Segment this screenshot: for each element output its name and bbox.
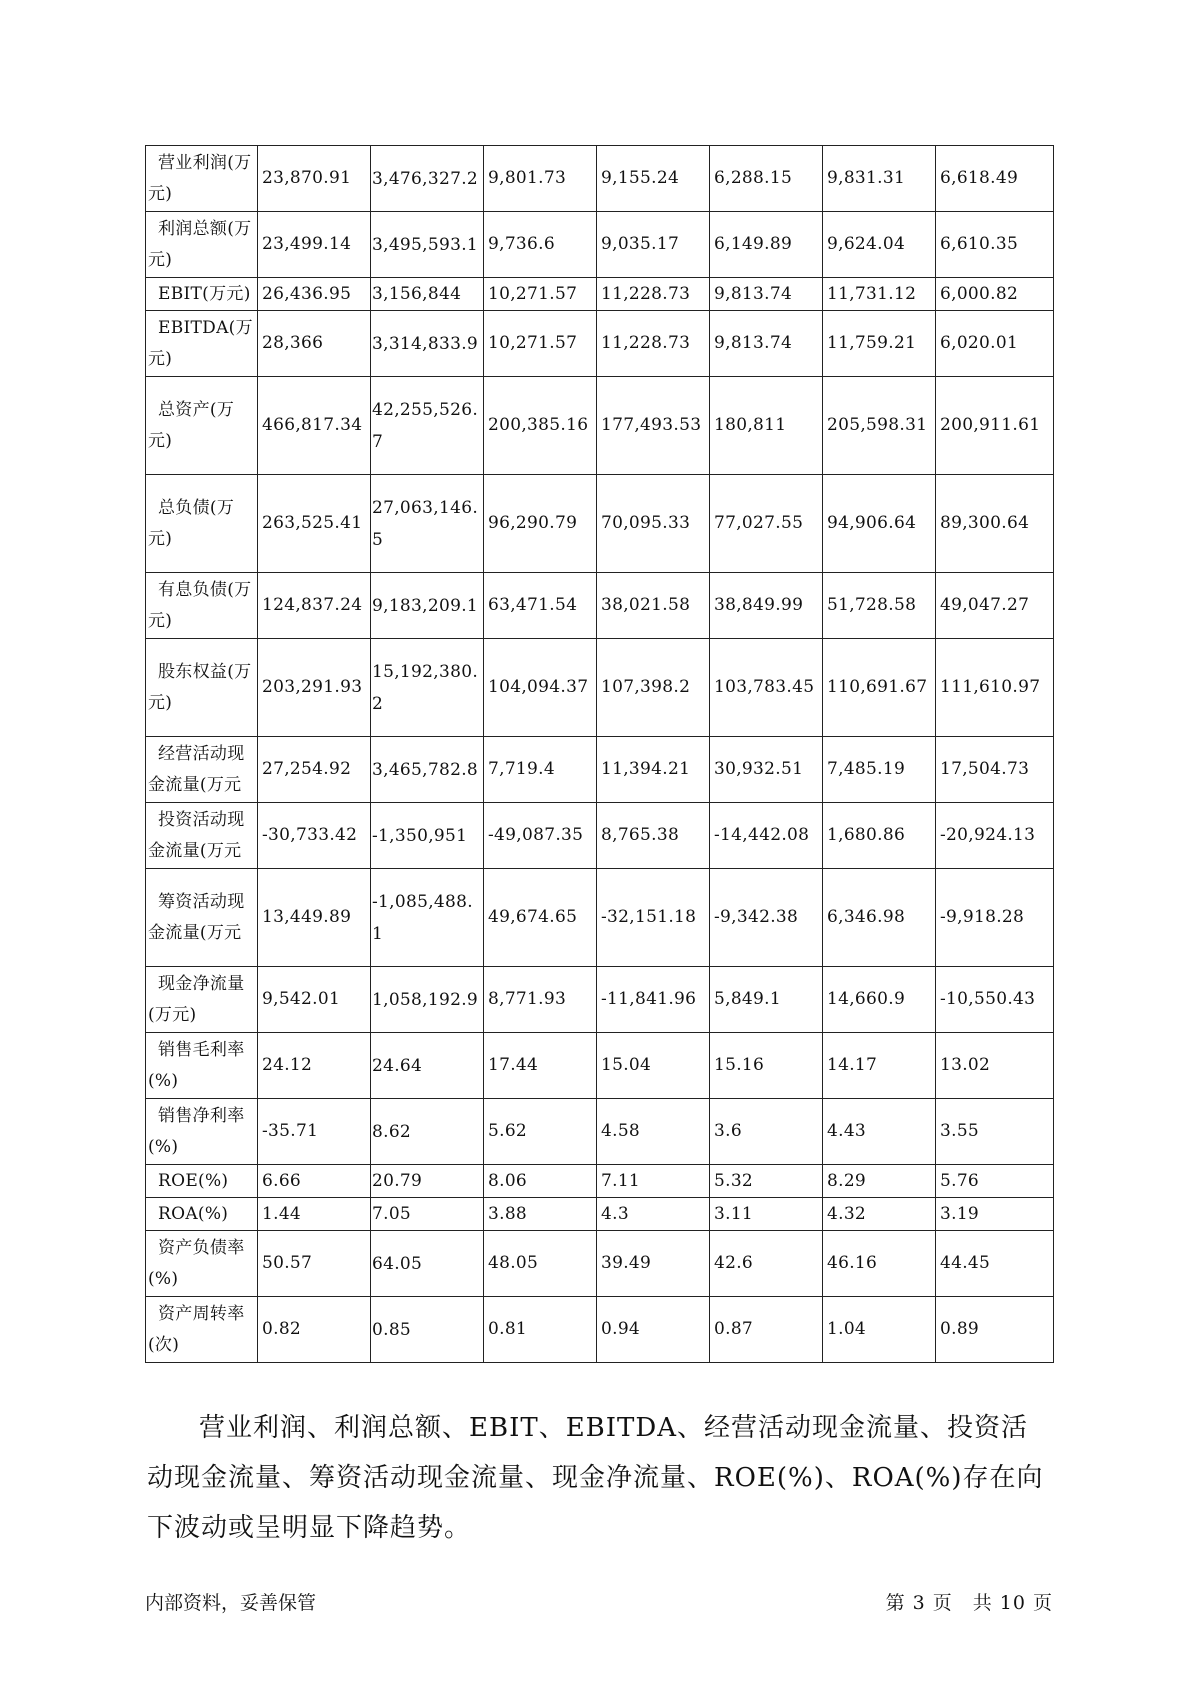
row-label-text: 销售净利率(%) [148, 1105, 245, 1157]
table-cell: -30,733.42 [258, 803, 371, 869]
footer-page-number: 第 3 页 共 10 页 [885, 1592, 1053, 1614]
row-label [146, 639, 258, 737]
row-label-text: 有息负债(万元) [148, 579, 252, 631]
table-cell: 96,290.79 [484, 475, 597, 573]
table-row [146, 967, 1054, 1033]
table-cell: 9,801.73 [484, 146, 597, 212]
table-cell: -14,442.08 [710, 803, 823, 869]
table-cell: 50.57 [258, 1231, 371, 1297]
table-cell: 5.62 [484, 1099, 597, 1165]
row-label [146, 737, 258, 803]
table-body [146, 146, 1054, 1363]
table-cell: 107,398.2 [597, 639, 710, 737]
table-row [146, 278, 1054, 311]
table-cell: -20,924.13 [936, 803, 1054, 869]
table-cell: 49,047.27 [936, 573, 1054, 639]
table-row [146, 475, 1054, 573]
row-label-text: 总负债(万元) [148, 497, 235, 549]
table-cell: 0.81 [484, 1297, 597, 1363]
table-cell: 9,542.01 [258, 967, 371, 1033]
table-cell: 10,271.57 [484, 311, 597, 377]
table-cell: 124,837.24 [258, 573, 371, 639]
row-label [146, 1165, 258, 1198]
row-label [146, 1297, 258, 1363]
table-cell: 6,618.49 [936, 146, 1054, 212]
table-cell: 3,476,327.2 [371, 146, 484, 212]
table-cell: 9,831.31 [823, 146, 936, 212]
table-cell: 4.58 [597, 1099, 710, 1165]
table-cell: 38,849.99 [710, 573, 823, 639]
row-label-text: 销售毛利率(%) [148, 1039, 245, 1091]
table-cell: 8,771.93 [484, 967, 597, 1033]
table-cell: 3.55 [936, 1099, 1054, 1165]
table-cell: 7,719.4 [484, 737, 597, 803]
row-label-text: 筹资活动现金流量(万元 [148, 891, 245, 943]
table-cell: 0.82 [258, 1297, 371, 1363]
table-cell: 3.19 [936, 1198, 1054, 1231]
table-cell: -11,841.96 [597, 967, 710, 1033]
table-cell: 10,271.57 [484, 278, 597, 311]
table-cell: 89,300.64 [936, 475, 1054, 573]
table-cell: 20.79 [371, 1165, 484, 1198]
row-label-text: 资产负债率(%) [148, 1237, 245, 1289]
table-row [146, 212, 1054, 278]
table-cell: -49,087.35 [484, 803, 597, 869]
table-cell: 4.32 [823, 1198, 936, 1231]
table-cell: 6,346.98 [823, 869, 936, 967]
table-cell: 177,493.53 [597, 377, 710, 475]
table-row [146, 1297, 1054, 1363]
row-label [146, 573, 258, 639]
table-cell: -10,550.43 [936, 967, 1054, 1033]
table-cell: 9,183,209.1 [371, 573, 484, 639]
table-cell: -35.71 [258, 1099, 371, 1165]
table-cell: 11,228.73 [597, 278, 710, 311]
table-cell: 3,314,833.9 [371, 311, 484, 377]
table-cell: 39.49 [597, 1231, 710, 1297]
table-cell: 11,759.21 [823, 311, 936, 377]
table-cell: 17,504.73 [936, 737, 1054, 803]
table-row [146, 1165, 1054, 1198]
table-row [146, 869, 1054, 967]
table-row [146, 311, 1054, 377]
table-cell: 3,156,844 [371, 278, 484, 311]
table-cell: 466,817.34 [258, 377, 371, 475]
table-cell: 42.6 [710, 1231, 823, 1297]
table-cell: 3.88 [484, 1198, 597, 1231]
table-cell: 4.43 [823, 1099, 936, 1165]
table-cell: 0.94 [597, 1297, 710, 1363]
table-cell: 9,813.74 [710, 311, 823, 377]
footer-confidential-note: 内部资料，妥善保管 [145, 1592, 317, 1614]
table-cell: 6,288.15 [710, 146, 823, 212]
row-label-text: 现金净流量(万元) [148, 973, 245, 1025]
row-label [146, 1099, 258, 1165]
table-cell: 63,471.54 [484, 573, 597, 639]
table-row [146, 377, 1054, 475]
row-label-text: 利润总额(万元) [148, 218, 252, 270]
table-row [146, 1099, 1054, 1165]
table-cell: 77,027.55 [710, 475, 823, 573]
table-cell: 11,394.21 [597, 737, 710, 803]
table-cell: -9,342.38 [710, 869, 823, 967]
table-cell: 13,449.89 [258, 869, 371, 967]
table-cell: 8,765.38 [597, 803, 710, 869]
table-cell: 14,660.9 [823, 967, 936, 1033]
row-label-text: 股东权益(万元) [148, 661, 252, 713]
table-cell: 6,000.82 [936, 278, 1054, 311]
table-cell: -32,151.18 [597, 869, 710, 967]
table-cell: 9,813.74 [710, 278, 823, 311]
table-cell: 6,149.89 [710, 212, 823, 278]
table-cell: 17.44 [484, 1033, 597, 1099]
table-cell: 3,465,782.8 [371, 737, 484, 803]
table-cell: 46.16 [823, 1231, 936, 1297]
row-label-text: 经营活动现金流量(万元 [148, 743, 245, 795]
row-label [146, 212, 258, 278]
table-cell: 94,906.64 [823, 475, 936, 573]
table-cell: 24.12 [258, 1033, 371, 1099]
table-cell: 26,436.95 [258, 278, 371, 311]
table-cell: 0.87 [710, 1297, 823, 1363]
table-cell: 104,094.37 [484, 639, 597, 737]
table-row [146, 1231, 1054, 1297]
row-label [146, 1198, 258, 1231]
table-cell: 30,932.51 [710, 737, 823, 803]
table-cell: 8.06 [484, 1165, 597, 1198]
table-cell: 110,691.67 [823, 639, 936, 737]
row-label-text: 投资活动现金流量(万元 [148, 809, 245, 861]
row-label-text: EBIT(万元) [158, 283, 251, 304]
table-cell: 1,680.86 [823, 803, 936, 869]
row-label-text: 资产周转率(次) [148, 1303, 245, 1355]
table-cell: 28,366 [258, 311, 371, 377]
table-cell: 9,155.24 [597, 146, 710, 212]
table-cell: 6,610.35 [936, 212, 1054, 278]
table-row [146, 1033, 1054, 1099]
row-label-text: 营业利润(万元) [148, 152, 252, 204]
table-cell: 203,291.93 [258, 639, 371, 737]
row-label [146, 1033, 258, 1099]
row-label-text: ROA(%) [158, 1203, 229, 1224]
table-cell: -9,918.28 [936, 869, 1054, 967]
table-cell: 15,192,380.2 [371, 639, 484, 737]
financial-table [145, 145, 1054, 1363]
table-row [146, 803, 1054, 869]
table-cell: 6,020.01 [936, 311, 1054, 377]
table-cell: 205,598.31 [823, 377, 936, 475]
table-cell: 23,499.14 [258, 212, 371, 278]
table-cell: 8.29 [823, 1165, 936, 1198]
table-cell: 200,385.16 [484, 377, 597, 475]
table-cell: 14.17 [823, 1033, 936, 1099]
table-cell: 24.64 [371, 1033, 484, 1099]
row-label [146, 311, 258, 377]
table-cell: -1,350,951 [371, 803, 484, 869]
table-cell: 64.05 [371, 1231, 484, 1297]
row-label-text: ROE(%) [158, 1170, 229, 1191]
row-label [146, 1231, 258, 1297]
row-label [146, 377, 258, 475]
table-cell: 7.11 [597, 1165, 710, 1198]
table-row [146, 146, 1054, 212]
table-cell: 49,674.65 [484, 869, 597, 967]
table-cell: 5.76 [936, 1165, 1054, 1198]
table-cell: 48.05 [484, 1231, 597, 1297]
row-label [146, 803, 258, 869]
row-label-text: 总资产(万元) [148, 399, 235, 451]
table-cell: 11,731.12 [823, 278, 936, 311]
table-cell: 15.16 [710, 1033, 823, 1099]
table-cell: 200,911.61 [936, 377, 1054, 475]
table-cell: 263,525.41 [258, 475, 371, 573]
table-cell: 15.04 [597, 1033, 710, 1099]
analysis-paragraph: 营业利润、利润总额、EBIT、EBITDA、经营活动现金流量、投资活动现金流量、筹资活动现金流量、现金净流量、ROE(%)、ROA(%)存在向下波动或呈明显下降趋势。 [147, 1413, 1044, 1543]
table-row [146, 573, 1054, 639]
table-row [146, 1198, 1054, 1231]
row-label [146, 967, 258, 1033]
table-cell: 5.32 [710, 1165, 823, 1198]
table-cell: 11,228.73 [597, 311, 710, 377]
table-cell: 3.11 [710, 1198, 823, 1231]
row-label [146, 475, 258, 573]
table-cell: 38,021.58 [597, 573, 710, 639]
table-cell: 0.89 [936, 1297, 1054, 1363]
table-cell: 7,485.19 [823, 737, 936, 803]
table-row [146, 639, 1054, 737]
table-cell: 5,849.1 [710, 967, 823, 1033]
table-cell: 103,783.45 [710, 639, 823, 737]
table-cell: 1.04 [823, 1297, 936, 1363]
table-row [146, 737, 1054, 803]
table-cell: 27,063,146.5 [371, 475, 484, 573]
table-cell: 3.6 [710, 1099, 823, 1165]
table-cell: 27,254.92 [258, 737, 371, 803]
table-cell: 180,811 [710, 377, 823, 475]
table-cell: 9,624.04 [823, 212, 936, 278]
table-cell: 0.85 [371, 1297, 484, 1363]
table-cell: 3,495,593.1 [371, 212, 484, 278]
row-label [146, 146, 258, 212]
table-cell: 1.44 [258, 1198, 371, 1231]
table-cell: 51,728.58 [823, 573, 936, 639]
table-cell: -1,085,488.1 [371, 869, 484, 967]
table-cell: 42,255,526.7 [371, 377, 484, 475]
table-cell: 6.66 [258, 1165, 371, 1198]
table-cell: 111,610.97 [936, 639, 1054, 737]
row-label [146, 278, 258, 311]
table-cell: 9,035.17 [597, 212, 710, 278]
table-cell: 1,058,192.9 [371, 967, 484, 1033]
table-cell: 23,870.91 [258, 146, 371, 212]
row-label [146, 869, 258, 967]
table-cell: 44.45 [936, 1231, 1054, 1297]
row-label-text: EBITDA(万元) [148, 317, 253, 369]
table-cell: 70,095.33 [597, 475, 710, 573]
table-cell: 4.3 [597, 1198, 710, 1231]
table-cell: 7.05 [371, 1198, 484, 1231]
table-cell: 13.02 [936, 1033, 1054, 1099]
table-cell: 9,736.6 [484, 212, 597, 278]
table-cell: 8.62 [371, 1099, 484, 1165]
